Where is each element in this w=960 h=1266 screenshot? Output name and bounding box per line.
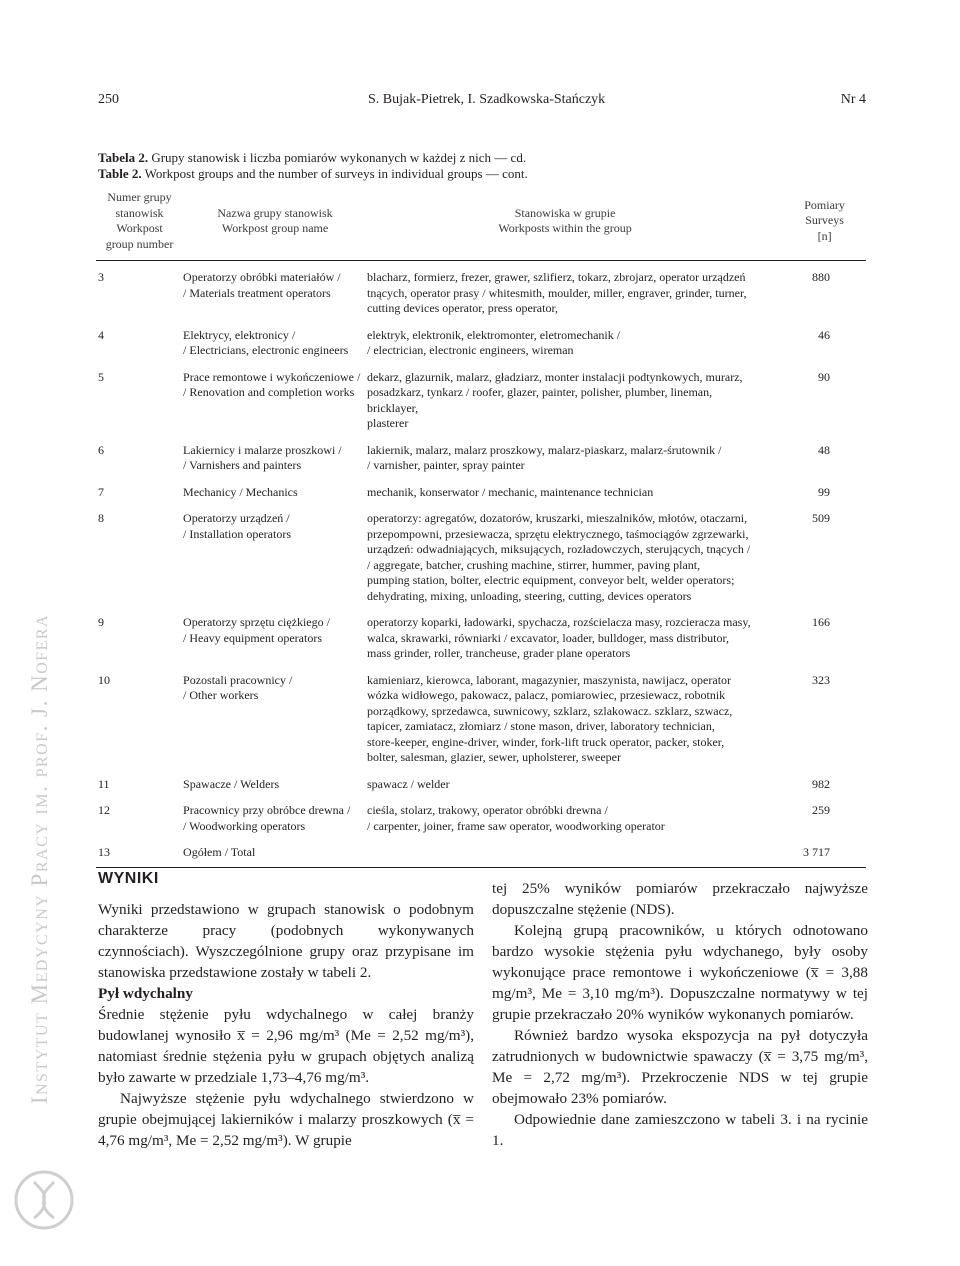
- caption-pl-text: Grupy stanowisk i liczba pomiarów wykonanych w każdej z nich — cd.: [148, 150, 527, 165]
- cell-group-number: 5: [98, 369, 104, 384]
- cell-group-number: 11: [98, 776, 110, 791]
- cell-group-number: 10: [98, 672, 110, 687]
- cell-workposts-line: / carpenter, joiner, frame saw operator, woodworking operator: [367, 818, 665, 833]
- running-authors: S. Bujak-Pietrek, I. Szadkowska-Stańczyk: [368, 92, 606, 107]
- header-workposts: Stanowiska w grupie Workposts within the group: [367, 190, 763, 261]
- cell-group-name-line: Spawacze / Welders: [183, 776, 280, 791]
- cell-group-name-line: Prace remontowe i wykończeniowe /: [183, 369, 361, 384]
- cell-workposts-line: porządkowy, sprzedawca, suwnicowy, szklarz, szlakowacz. szklarz, szwacz,: [367, 703, 733, 718]
- cell-group-number: 7: [98, 484, 104, 499]
- caption-pl: [98, 150, 528, 166]
- cell-group-name: [183, 766, 367, 793]
- intro-paragraph: Wyniki przedstawiono w grupach stanowisk o podobnym charakterze pracy (podobnych wykonywanych czynnościach). Wyszczególnione grupy oraz przypisane im stanowiska przedstawione zostały w tabeli 2.: [98, 901, 474, 981]
- publisher-sidebar: [10, 596, 68, 1136]
- cell-group-name-line: / Electricians, electronic engineers: [183, 343, 349, 357]
- cell-workposts-line: mechanik, konserwator / mechanic, maintenance technician: [367, 484, 654, 499]
- table-row: [96, 261, 866, 317]
- cell-workposts-line: dekarz, glazurnik, malarz, gładziarz, monter instalacji podtynkowych, murarz,: [367, 369, 743, 384]
- right-paragraph-4: Odpowiednie dane zamieszczono w tabeli 3. i na rycinie 1.: [492, 1111, 868, 1149]
- cell-group-number: 6: [98, 442, 104, 457]
- cell-group-name-line: / Materials treatment operators: [183, 285, 331, 300]
- cell-group-name: [183, 500, 367, 604]
- right-paragraph-1: tej 25% wyników pomiarów przekraczało najwyższe dopuszczalne stężenie (NDS).: [492, 880, 868, 918]
- cell-workposts-line: cutting devices operator, press operator,: [367, 301, 558, 315]
- cell-group-name: [183, 317, 367, 359]
- cell-survey-count: 99: [818, 484, 830, 499]
- cell-workposts-line: walca, skrawarki, równiarki / excavator, loader, bulldoger, mass distributor,: [367, 630, 729, 645]
- table-row: [96, 766, 866, 793]
- cell-survey-count: 46: [818, 327, 830, 342]
- cell-workposts-line: / aggregate, batcher, crushing machine, stirrer, hummer, paving plant,: [367, 557, 701, 572]
- cell-workposts: [367, 792, 763, 834]
- cell-group-name-line: Elektrycy, elektronicy /: [183, 327, 296, 342]
- cell-workposts-line: / electrician, electronic engineers, wireman: [367, 343, 574, 357]
- page-number: 250: [98, 92, 119, 107]
- cell-group-name-line: Lakiernicy i malarze proszkowi /: [183, 442, 342, 457]
- cell-workposts-line: lakiernik, malarz, malarz proszkowy, malarz-piaskarz, malarz-śrutownik /: [367, 442, 722, 457]
- caption-en-label: Table 2.: [98, 166, 142, 181]
- cell-group-name: [183, 834, 367, 867]
- table-row: [96, 359, 866, 432]
- right-column: [492, 878, 868, 1151]
- table-row: [96, 317, 866, 359]
- left-column: [98, 868, 474, 1151]
- cell-group-name-line: / Woodworking operators: [183, 818, 306, 833]
- header-group-number: Numer grupy stanowisk Workpost group number: [96, 190, 183, 261]
- cell-survey-count: 323: [812, 672, 830, 687]
- cell-workposts: [367, 317, 763, 359]
- institute-logo-icon: [12, 1160, 76, 1240]
- cell-group-name-line: Operatorzy obróbki materiałów /: [183, 270, 341, 284]
- cell-group-name: [183, 604, 367, 662]
- cell-workposts: [367, 662, 763, 766]
- cell-group-name: [183, 432, 367, 474]
- caption-en-text: Workpost groups and the number of surveys in individual groups — cont.: [141, 166, 528, 181]
- cell-survey-count: 259: [812, 803, 830, 817]
- table-row: [96, 474, 866, 501]
- cell-workposts-line: / varnisher, painter, spray painter: [367, 458, 525, 472]
- cell-survey-count: 166: [812, 615, 830, 629]
- cell-survey-count: 982: [812, 776, 830, 791]
- cell-group-number: 8: [98, 511, 104, 525]
- cell-group-number: 9: [98, 615, 104, 629]
- workpost-table: [96, 190, 866, 868]
- cell-workposts-line: tnących, operator prasy / whitesmith, moulder, miller, engraver, grinder, turner,: [367, 285, 747, 300]
- cell-workposts-line: dehydrating, mixing, unloading, steering, cutting, devices operators: [367, 588, 692, 603]
- cell-workposts-line: operatorzy koparki, ładowarki, spychacza, rozścielacza masy, rozcieracza masy,: [367, 615, 751, 629]
- cell-group-name-line: Pracownicy przy obróbce drewna /: [183, 803, 351, 817]
- header-surveys: Pomiary Surveys [n]: [763, 190, 866, 261]
- cell-workposts-line: wózka widłowego, pakowacz, palacz, pomiarowiec, przesiewacz, robotnik: [367, 688, 726, 702]
- table-row: [96, 604, 866, 662]
- sidebar-institute-text: Instytut Medycyny Pracy im. prof. J. Nofera: [27, 613, 52, 1105]
- cell-group-name: [183, 474, 367, 501]
- cell-workposts-line: operatorzy: agregatów, dozatorów, kruszarki, mieszalników, młotów, otaczarni,: [367, 511, 748, 525]
- cell-group-name-line: Pozostali pracownicy /: [183, 672, 293, 687]
- left-paragraph-2: Najwyższe stężenie pyłu wdychalnego stwierdzono w grupie obejmującej lakierników i malarzy proszkowych (x̅ = 4,76 mg/m³, Me = 2,52 mg/m³). W grupie: [98, 1090, 474, 1149]
- cell-group-name: [183, 261, 367, 317]
- cell-survey-count: 509: [812, 511, 830, 525]
- cell-group-name-line: / Other workers: [183, 688, 259, 702]
- cell-workposts: [367, 359, 763, 432]
- cell-group-number: 4: [98, 327, 104, 342]
- cell-group-name: [183, 792, 367, 834]
- cell-workposts-line: pumping station, bolter, electric equipment, conveyor belt, welder operators;: [367, 573, 735, 587]
- header-group-name: Nazwa grupy stanowisk Workpost group name: [183, 190, 367, 261]
- cell-workposts: [367, 834, 763, 867]
- table-row: [96, 500, 866, 604]
- cell-workposts-line: przepompowni, przesiewacza, sprzętu elektrycznego, taśmociągów zgrzewarki,: [367, 526, 749, 541]
- cell-workposts-line: store-keeper, engine-driver, winder, fork-lift truck operator, packer, stoker,: [367, 734, 725, 749]
- table-row: [96, 834, 866, 867]
- cell-group-name-line: Operatorzy urządzeń /: [183, 511, 290, 525]
- cell-workposts: [367, 261, 763, 317]
- cell-workposts: [367, 604, 763, 662]
- cell-group-name-line: / Installation operators: [183, 526, 292, 541]
- cell-workposts-line: plasterer: [367, 416, 409, 430]
- cell-workposts: [367, 432, 763, 474]
- cell-group-number: 13: [96, 834, 183, 867]
- table-header-row: [96, 190, 866, 261]
- cell-group-name-line: Operatorzy sprzętu ciężkiego /: [183, 615, 330, 629]
- cell-workposts-line: urządzeń: odwadniających, miksujących, rozładowczych, sterujących, tnących /: [367, 542, 751, 556]
- cell-group-name: [183, 359, 367, 432]
- caption-en: [98, 166, 528, 182]
- cell-workposts: [367, 766, 763, 793]
- table-body: [96, 261, 866, 868]
- cell-workposts-line: cieśla, stolarz, trakowy, operator obróbki drewna /: [367, 803, 608, 817]
- caption-pl-label: Tabela 2.: [98, 150, 149, 165]
- table-row: [96, 792, 866, 834]
- table-row: [96, 662, 866, 766]
- cell-survey-count: 48: [818, 442, 830, 457]
- table-row: [96, 432, 866, 474]
- cell-group-name-line: / Renovation and completion works: [183, 385, 355, 399]
- cell-survey-count: 3 717: [763, 834, 866, 867]
- issue-number: Nr 4: [840, 92, 866, 107]
- workpost-table-grid: [96, 190, 866, 868]
- left-paragraph-1: Średnie stężenie pyłu wdychalnego w całej branży budowlanej wynosiło x̅ = 2,96 mg/m³ (Me = 2,52 mg/m³), natomiast średnie stężenia pyłu w grupach objętych analizą było zawarte w przedziale 1,73–4,76 mg/m³.: [98, 1006, 474, 1086]
- cell-survey-count: 880: [812, 270, 830, 284]
- cell-group-name-line: / Varnishers and painters: [183, 458, 302, 472]
- cell-workposts: [367, 474, 763, 501]
- cell-workposts-line: tapicer, zamiatacz, złomiarz / stone mason, driver, laboratory technician,: [367, 719, 715, 733]
- subsection-title: Pył wdychalny: [98, 985, 193, 1002]
- cell-workposts-line: blacharz, formierz, frezer, grawer, szlifierz, tokarz, zbrojarz, operator urządzeń: [367, 270, 746, 284]
- cell-group-name-line: Mechanicy / Mechanics: [183, 484, 298, 499]
- cell-workposts: [367, 500, 763, 604]
- cell-survey-count: 90: [818, 369, 830, 384]
- cell-workposts-line: kamieniarz, kierowca, laborant, magazynier, maszynista, nawijacz, operator: [367, 672, 732, 687]
- cell-workposts-line: elektryk, elektronik, elektromonter, eletromechanik /: [367, 327, 621, 342]
- cell-workposts-line: bolter, salesman, glazier, sewer, upholsterer, sweeper: [367, 750, 621, 764]
- section-title: WYNIKI: [98, 870, 159, 887]
- cell-group-name-line: / Heavy equipment operators: [183, 630, 322, 645]
- table-caption: [98, 150, 528, 182]
- right-paragraph-3: Również bardzo wysoka ekspozycja na pył dotyczyła zatrudnionych w budownictwie spawaczy (x̅ = 3,75 mg/m³, Me = 2,72 mg/m³). Przekroczenie NDS w tej grupie obejmowało 23% pomiarów.: [492, 1027, 868, 1107]
- cell-group-name: [183, 662, 367, 766]
- cell-workposts-line: spawacz / welder: [367, 776, 450, 791]
- cell-workposts-line: posadzkarz, tynkarz / roofer, glazer, painter, polisher, plumber, lineman, bricklayer,: [367, 385, 713, 415]
- cell-workposts-line: mass grinder, roller, trancheuse, grader plane operators: [367, 646, 631, 660]
- right-paragraph-2: Kolejną grupą pracowników, u których odnotowano bardzo wysokie stężenia pyłu wdychanego, były osoby wykonujące prace remontowe i wykończeniowe (x̅ = 3,88 mg/m³, Me = 3,10 mg/m³). Dopuszczalne normatywy w tej grupie przekraczało 20% wyników wykonanych pomiarów.: [492, 922, 868, 1023]
- cell-group-number: 12: [98, 803, 110, 817]
- cell-group-name-line: Ogółem / Total: [183, 845, 256, 859]
- cell-group-number: 3: [98, 270, 104, 284]
